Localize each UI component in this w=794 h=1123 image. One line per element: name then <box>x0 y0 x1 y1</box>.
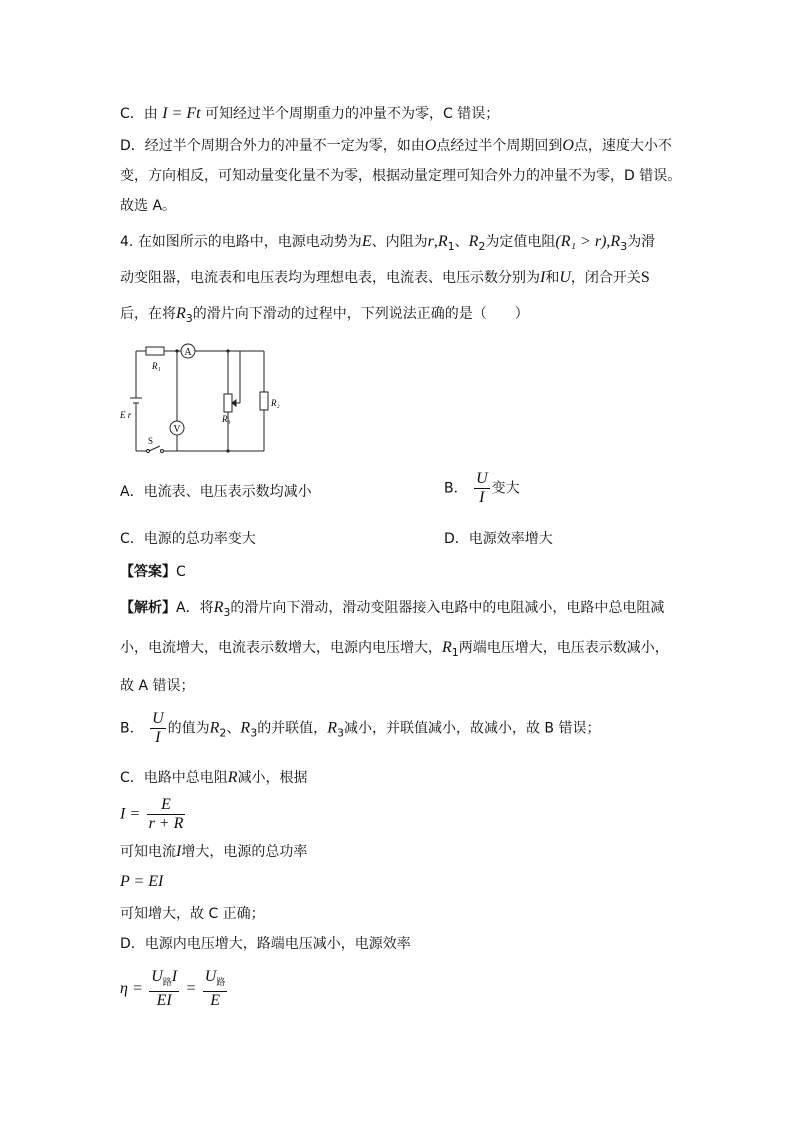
symbol: R <box>437 233 448 250</box>
fraction-efficiency-1: $\frac{U_路I}{EI}$ <box>151 968 178 1009</box>
text: 小，电流增大，电流表示数增大，电源内电压增大， <box>120 640 442 656</box>
resistor-r3 <box>224 394 232 412</box>
symbol: U <box>559 269 571 286</box>
fraction-efficiency-2: $\frac{U_路}{E}$ <box>204 968 226 1009</box>
analysis-line3: 故 A 错误； <box>120 678 195 694</box>
text: 可知电流 <box>120 844 176 860</box>
text: B． <box>444 480 468 497</box>
formula: I = <box>120 805 141 823</box>
symbol: R <box>227 769 238 786</box>
prev-choose: 故选 A。 <box>120 198 177 214</box>
formula-power: P = EI <box>120 873 164 890</box>
prev-option-c <box>120 104 499 124</box>
switch-label: S <box>148 436 154 446</box>
text: 为滑 <box>627 234 656 250</box>
option-b <box>444 470 520 507</box>
analysis-c-line2 <box>120 842 307 862</box>
text: 、 <box>454 234 469 250</box>
text: 、 <box>226 720 241 737</box>
text: 为定值电阻 <box>485 234 556 250</box>
formula: η = <box>120 980 143 997</box>
text: 的滑片向下滑动，滑动变阻器接入电路中的电阻减小，电路中总电阻减 <box>230 600 665 616</box>
formula-current <box>120 796 187 833</box>
r1-label: R₁ <box>152 361 161 371</box>
text: ，闭合开关 <box>570 270 641 286</box>
text: 两端电压增大，电压表示数减小， <box>458 640 669 656</box>
symbol: I <box>540 269 546 286</box>
text: B． <box>120 720 144 737</box>
analysis-label: 【解析】 <box>120 600 176 616</box>
text: 可知经过半个周期重力的冲量不为零，C 错误； <box>205 106 500 122</box>
battery-label: E r <box>120 410 132 420</box>
fraction-e-over-r: $\frac{E}{r + R}$ <box>148 796 184 832</box>
answer-value: C <box>176 564 186 580</box>
option-d: D．电源效率增大 <box>444 531 553 547</box>
prev-option-d-line1 <box>120 136 672 156</box>
question-line2 <box>120 268 650 288</box>
fraction-u-over-i: $\frac{U}{I}$ <box>476 470 488 506</box>
symbol: O <box>424 137 437 154</box>
symbol: O <box>562 137 574 154</box>
text: 在如图所示的电路中，电源电动势为 <box>137 234 362 250</box>
text: 变大 <box>491 480 520 497</box>
answer <box>120 562 186 582</box>
prev-option-d-line2: 变，方向相反，可知动量变化量不为零，根据动量定理可知合外力的冲量不为零，D 错误。 <box>120 168 682 184</box>
text: 、内阻为 <box>371 234 428 250</box>
text: 和 <box>545 270 560 286</box>
fraction-u-over-i: $\frac{U}{I}$ <box>152 710 164 746</box>
text: D．经过半个周期合外力的冲量不一定为零，如由 <box>120 138 425 154</box>
text: 点，速度大小不 <box>573 138 672 154</box>
symbol: S <box>640 269 650 286</box>
voltmeter-label: V <box>173 424 181 435</box>
text: A．将 <box>176 600 214 616</box>
option-c: C．电源的总功率变大 <box>120 531 256 547</box>
symbol: r <box>427 233 434 250</box>
analysis-c-line3: 可知增大，故 C 正确； <box>120 906 265 922</box>
analysis-line1: 【解析】A．将$R_3$的滑片向下滑动，滑动变阻器接入电路中的电阻减小，电路中总电阻减 <box>120 599 665 619</box>
question-number: 4. <box>120 234 134 250</box>
r3-label: R₃ <box>222 414 231 424</box>
text: 的并联值， <box>257 720 328 737</box>
analysis-c-line1 <box>120 768 308 788</box>
text: 减小，并联值减小，故减小，故 B 错误； <box>343 720 601 737</box>
text: 后，在将 <box>120 306 176 322</box>
text: 点经过半个周期回到 <box>436 138 563 154</box>
text: C．电路中总电阻 <box>120 770 228 786</box>
option-a: A．电流表、电压表示数均减小 <box>120 484 312 500</box>
equals: = <box>185 980 197 997</box>
question-line1: 4. 在如图所示的电路中，电源电动势为E、内阻为$r,R_1$、$R_2$为定值电阻$(R_1 > r),R_3$为滑 <box>120 233 656 253</box>
symbol: I <box>176 843 182 860</box>
question-line3: 后，在将$R_3$的滑片向下滑动的过程中，下列说法正确的是（ ） <box>120 305 529 325</box>
r2-label: R₂ <box>271 398 280 408</box>
analysis-line2: 小，电流增大，电流表示数增大，电源内电压增大，$R_1$两端电压增大，电压表示数减小， <box>120 639 669 659</box>
text: 的值为 <box>167 720 210 737</box>
analysis-b: B． $\frac{U}{I}$ 的值为$R_2$、$R_3$的并联值，$R_3$减小，并联值减小，故减小，故 B 错误； <box>120 710 601 746</box>
ammeter-label: A <box>184 347 192 358</box>
answer-label: 【答案】 <box>120 564 176 580</box>
resistor-r1 <box>146 347 164 355</box>
text: C．由 <box>120 106 158 122</box>
text: 增大，电源的总功率 <box>181 844 308 860</box>
condition: (R₁ > r) <box>555 233 607 250</box>
resistor-r2 <box>260 392 268 410</box>
analysis-d-line1: D．电源内电压增大，路端电压减小，电源效率 <box>120 936 411 952</box>
formula-efficiency <box>120 968 229 1010</box>
formula: I = Ft <box>162 105 201 122</box>
circuit-diagram <box>118 336 278 456</box>
text: 动变阻器，电流表和电压表均为理想电表，电流表、电压示数分别为 <box>120 270 540 286</box>
text: 减小，根据 <box>237 770 308 786</box>
symbol: E <box>361 233 372 250</box>
text: 的滑片向下滑动的过程中，下列说法正确的是（ ） <box>192 306 529 322</box>
